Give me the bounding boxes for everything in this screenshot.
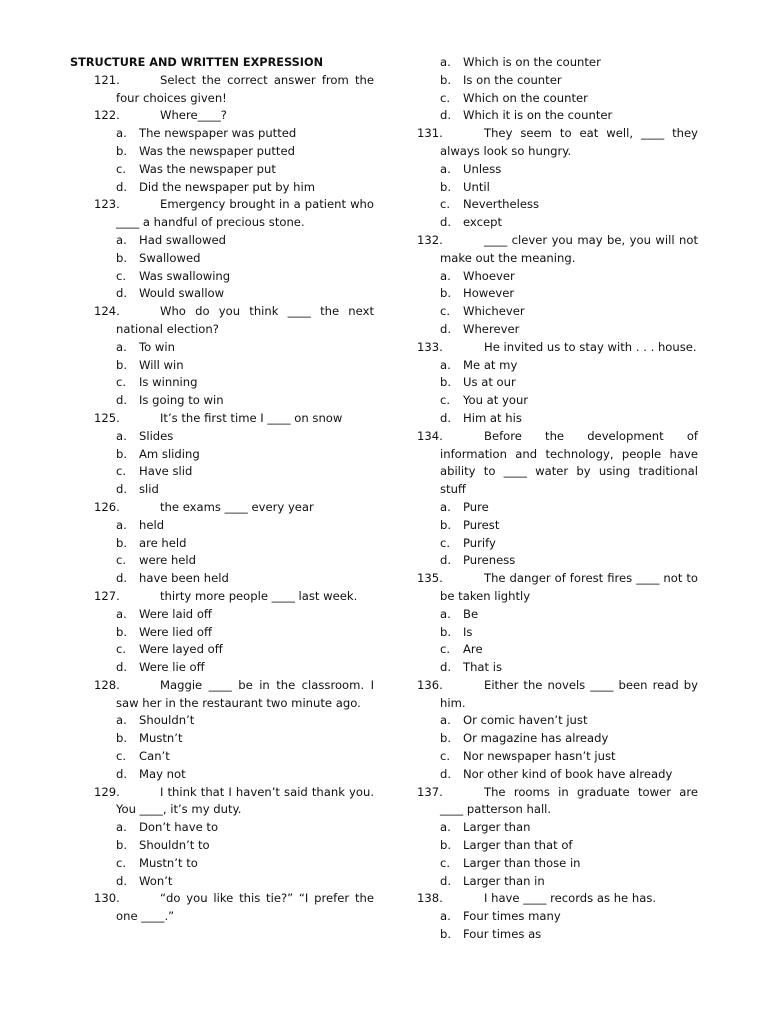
question-text: The danger of forest fires ____ not to be taken lightly xyxy=(440,571,698,603)
question-number: 125. xyxy=(94,410,120,425)
answer-option xyxy=(70,161,374,179)
option-text: Mustn’t to xyxy=(139,855,198,870)
answer-option xyxy=(417,908,698,926)
question-stem xyxy=(70,588,374,606)
answer-option xyxy=(417,72,698,90)
option-text: were held xyxy=(139,553,197,568)
answer-option xyxy=(417,730,698,748)
option-letter: d. xyxy=(116,873,128,888)
question-item xyxy=(70,784,374,891)
option-text: Larger than that of xyxy=(463,838,573,853)
question-stem xyxy=(70,784,374,820)
answer-option xyxy=(417,659,698,677)
option-text: Me at my xyxy=(463,357,518,372)
answer-option xyxy=(417,321,698,339)
answer-option xyxy=(417,179,698,197)
question-number: 121. xyxy=(94,72,120,87)
question-text-block xyxy=(440,784,698,820)
option-text: Were laid off xyxy=(139,606,212,621)
option-letter: c. xyxy=(440,90,451,105)
answer-option xyxy=(70,535,374,553)
question-number: 123. xyxy=(94,197,120,212)
option-letter: b. xyxy=(440,72,452,87)
option-text: Can’t xyxy=(139,749,170,764)
option-text: Am sliding xyxy=(139,446,200,461)
option-text: Purify xyxy=(463,535,496,550)
option-letter: d. xyxy=(440,873,452,888)
option-text: You at your xyxy=(463,393,529,408)
option-letter: b. xyxy=(116,357,128,372)
option-letter: c. xyxy=(116,553,127,568)
option-letter: c. xyxy=(440,535,451,550)
option-letter: a. xyxy=(116,820,127,835)
option-letter: a. xyxy=(116,232,127,247)
answer-option xyxy=(70,766,374,784)
option-letter: a. xyxy=(440,268,451,283)
option-letter: c. xyxy=(116,642,127,657)
answer-option xyxy=(70,125,374,143)
option-text: Had swallowed xyxy=(139,232,227,247)
question-stem xyxy=(417,125,698,161)
answer-option xyxy=(417,303,698,321)
option-letter: d. xyxy=(116,660,128,675)
answer-option xyxy=(417,410,698,428)
answer-option xyxy=(70,232,374,250)
question-text-block xyxy=(116,784,374,820)
question-text: Select the correct answer from the four choices given! xyxy=(116,72,374,105)
answer-option xyxy=(417,268,698,286)
question-text-block xyxy=(440,125,698,161)
option-letter: d. xyxy=(116,286,128,301)
option-letter: b. xyxy=(116,535,128,550)
answer-option xyxy=(417,855,698,873)
answer-option xyxy=(70,855,374,873)
question-stem xyxy=(417,232,698,268)
question-item xyxy=(417,890,698,943)
question-item xyxy=(70,303,374,410)
option-letter: b. xyxy=(116,250,128,265)
answer-option xyxy=(70,374,374,392)
option-letter: a. xyxy=(440,606,451,621)
option-letter: c. xyxy=(440,197,451,212)
question-text-block xyxy=(116,890,374,926)
question-text: “do you like this tie?” “I prefer the one ____.” xyxy=(116,891,374,924)
option-text: Wherever xyxy=(463,321,520,336)
question-item xyxy=(417,428,698,570)
question-text: It’s the first time I ____ on snow xyxy=(160,410,343,425)
answer-option xyxy=(70,517,374,535)
answer-option xyxy=(70,552,374,570)
question-text: Maggie ____ be in the classroom. I saw her in the restaurant two minute ago. xyxy=(116,677,374,710)
option-text: Larger than those in xyxy=(463,855,581,870)
question-stem xyxy=(417,890,698,908)
answer-option xyxy=(70,446,374,464)
option-letter: d. xyxy=(440,410,452,425)
question-number: 137. xyxy=(417,784,443,799)
question-text-block xyxy=(116,303,374,339)
option-text: Whoever xyxy=(463,268,515,283)
option-text: Did the newspaper put by him xyxy=(139,179,316,194)
option-text: Pure xyxy=(463,499,489,514)
answer-option xyxy=(417,517,698,535)
option-letter: b. xyxy=(116,624,128,639)
answer-option xyxy=(417,926,698,944)
question-text: They seem to eat well, ____ they always look so hungry. xyxy=(440,126,698,158)
question-stem xyxy=(70,303,374,339)
option-letter: a. xyxy=(440,909,451,924)
option-text: Or comic haven’t just xyxy=(463,713,588,728)
option-letter: a. xyxy=(440,820,451,835)
right-question-list xyxy=(417,54,698,944)
option-text: Shouldn’t xyxy=(139,713,195,728)
answer-option xyxy=(70,730,374,748)
question-item xyxy=(417,570,698,677)
option-text: Was the newspaper putted xyxy=(139,143,295,158)
option-letter: d. xyxy=(440,321,452,336)
answer-option xyxy=(417,837,698,855)
question-stem xyxy=(417,339,698,357)
option-letter: a. xyxy=(440,55,451,69)
option-text: Larger than xyxy=(463,820,531,835)
question-number: 126. xyxy=(94,499,120,514)
question-text-block xyxy=(116,588,374,606)
question-stem xyxy=(70,890,374,926)
answer-option xyxy=(70,392,374,410)
answer-option xyxy=(417,214,698,232)
option-letter: d. xyxy=(440,660,452,675)
option-letter: b. xyxy=(116,446,128,461)
option-text: Which is on the counter xyxy=(463,55,601,69)
question-stem xyxy=(70,196,374,232)
option-letter: c. xyxy=(440,855,451,870)
answer-option xyxy=(70,624,374,642)
question-stem xyxy=(417,428,698,499)
option-letter: d. xyxy=(440,215,452,230)
question-text: Either the novels ____ been read by him. xyxy=(440,677,698,710)
option-text: That is xyxy=(463,660,503,675)
question-text-block xyxy=(116,72,374,108)
answer-option xyxy=(417,54,698,72)
question-text: Where____? xyxy=(160,108,227,123)
option-letter: d. xyxy=(440,553,452,568)
option-letter: a. xyxy=(440,713,451,728)
answer-option xyxy=(417,766,698,784)
option-text: Slides xyxy=(139,428,174,443)
answer-option xyxy=(417,641,698,659)
option-letter: d. xyxy=(116,766,128,781)
question-text-block xyxy=(116,410,374,428)
answer-option xyxy=(70,641,374,659)
question-number: 131. xyxy=(417,126,443,141)
option-text: Won’t xyxy=(139,873,173,888)
right-column xyxy=(417,54,698,944)
question-text: I think that I haven’t said thank you. You ____, it’s my duty. xyxy=(116,784,374,817)
question-text: I have ____ records as he has. xyxy=(484,891,657,906)
option-letter: b. xyxy=(116,143,128,158)
question-number: 134. xyxy=(417,428,443,443)
answer-option xyxy=(70,659,374,677)
option-letter: d. xyxy=(116,482,128,497)
question-item xyxy=(417,784,698,891)
option-text: Pureness xyxy=(463,553,516,568)
answer-option xyxy=(417,873,698,891)
option-letter: a. xyxy=(116,517,127,532)
answer-option xyxy=(417,374,698,392)
answer-option xyxy=(417,748,698,766)
question-number: 127. xyxy=(94,588,120,603)
answer-option xyxy=(70,339,374,357)
question-number: 128. xyxy=(94,677,120,692)
question-item xyxy=(70,196,374,303)
option-letter: b. xyxy=(440,375,452,390)
answer-option xyxy=(417,392,698,410)
option-text: Would swallow xyxy=(139,286,225,301)
question-number: 124. xyxy=(94,304,120,319)
question-item xyxy=(70,588,374,677)
question-text-block xyxy=(440,890,698,908)
option-text: Unless xyxy=(463,161,502,176)
option-text: Larger than in xyxy=(463,873,545,888)
option-text: Be xyxy=(463,606,479,621)
option-letter: b. xyxy=(116,838,128,853)
question-text-block xyxy=(440,232,698,268)
question-number: 135. xyxy=(417,571,443,586)
question-item xyxy=(417,677,698,784)
question-stem xyxy=(70,499,374,517)
answer-option xyxy=(417,285,698,303)
option-letter: a. xyxy=(116,339,127,354)
option-text: held xyxy=(139,517,165,532)
question-text: Before the development of information and technology, people have ability to ____ water by using traditional stuff xyxy=(440,428,698,497)
answer-option xyxy=(70,819,374,837)
question-number: 138. xyxy=(417,891,443,906)
answer-option xyxy=(70,837,374,855)
question-item xyxy=(70,677,374,784)
answer-option xyxy=(417,552,698,570)
answer-option xyxy=(70,285,374,303)
option-text: Have slid xyxy=(139,464,193,479)
question-text: Emergency brought in a patient who ____ a handful of precious stone. xyxy=(116,197,374,230)
question-stem xyxy=(417,570,698,606)
question-text-block xyxy=(116,196,374,232)
option-text: Swallowed xyxy=(139,250,201,265)
option-text: Four times many xyxy=(463,909,561,924)
answer-option xyxy=(417,819,698,837)
option-text: To win xyxy=(139,339,175,354)
question-text: The rooms in graduate tower are ____ patterson hall. xyxy=(440,784,698,817)
answer-option xyxy=(70,748,374,766)
question-text-block xyxy=(440,677,698,713)
option-text: May not xyxy=(139,766,186,781)
question-item xyxy=(70,72,374,108)
option-text: Were layed off xyxy=(139,642,223,657)
option-letter: d. xyxy=(116,393,128,408)
option-text: Mustn’t xyxy=(139,731,183,746)
option-letter: b. xyxy=(440,179,452,194)
question-item xyxy=(70,107,374,196)
answer-option xyxy=(417,90,698,108)
option-letter: a. xyxy=(116,126,127,141)
option-letter: b. xyxy=(440,517,452,532)
question-item xyxy=(70,499,374,588)
option-text: have been held xyxy=(139,571,229,586)
question-text: the exams ____ every year xyxy=(160,499,314,514)
question-text-block xyxy=(116,107,374,125)
answer-option xyxy=(70,428,374,446)
question-stem xyxy=(70,410,374,428)
question-text: ____ clever you may be, you will not make out the meaning. xyxy=(440,232,698,265)
option-text: Us at our xyxy=(463,375,516,390)
option-text: Purest xyxy=(463,517,500,532)
question-text-block xyxy=(440,339,698,357)
option-text: Were lie off xyxy=(139,660,205,675)
answer-option xyxy=(70,143,374,161)
question-item xyxy=(417,125,698,232)
question-item xyxy=(417,339,698,428)
question-item xyxy=(417,54,698,125)
option-text: Or magazine has already xyxy=(463,731,609,746)
option-letter: b. xyxy=(440,286,452,301)
option-text: Which on the counter xyxy=(463,90,588,105)
question-number: 122. xyxy=(94,108,120,123)
answer-option xyxy=(70,268,374,286)
option-letter: c. xyxy=(116,375,127,390)
section-title: STRUCTURE AND WRITTEN EXPRESSION xyxy=(70,56,324,69)
answer-option xyxy=(417,624,698,642)
option-text: Shouldn’t to xyxy=(139,838,210,853)
answer-option xyxy=(417,606,698,624)
option-text: Will win xyxy=(139,357,184,372)
answer-option xyxy=(70,250,374,268)
question-stem xyxy=(70,72,374,108)
question-stem xyxy=(417,784,698,820)
option-text: Nor newspaper hasn’t just xyxy=(463,749,616,764)
option-letter: b. xyxy=(440,927,452,942)
option-letter: c. xyxy=(440,642,451,657)
option-letter: d. xyxy=(440,108,452,123)
option-letter: c. xyxy=(116,161,127,176)
option-text: The newspaper was putted xyxy=(139,126,297,141)
answer-option xyxy=(417,196,698,214)
option-letter: b. xyxy=(440,838,452,853)
option-text: Which it is on the counter xyxy=(463,108,613,123)
answer-option xyxy=(70,463,374,481)
option-text: However xyxy=(463,286,515,301)
question-text: Who do you think ____ the next national election? xyxy=(116,304,374,336)
question-number: 132. xyxy=(417,232,443,247)
option-letter: b. xyxy=(440,731,452,746)
option-letter: a. xyxy=(116,428,127,443)
answer-option xyxy=(417,499,698,517)
question-stem xyxy=(70,107,374,125)
answer-option xyxy=(70,873,374,891)
option-letter: c. xyxy=(116,855,127,870)
option-text: Him at his xyxy=(463,410,522,425)
question-number: 130. xyxy=(94,891,120,906)
option-text: Is xyxy=(463,624,473,639)
option-text: Don’t have to xyxy=(139,820,219,835)
option-text: slid xyxy=(139,482,159,497)
option-text: Was swallowing xyxy=(139,268,231,283)
option-text: Were lied off xyxy=(139,624,212,639)
question-number: 133. xyxy=(417,339,443,354)
answer-option xyxy=(70,570,374,588)
option-text: except xyxy=(463,215,502,230)
option-text: Are xyxy=(463,642,483,657)
option-letter: c. xyxy=(440,749,451,764)
answer-option xyxy=(417,357,698,375)
option-text: Nor other kind of book have already xyxy=(463,766,673,781)
question-text-block xyxy=(440,570,698,606)
answer-option xyxy=(70,712,374,730)
question-item xyxy=(70,890,374,926)
answer-option xyxy=(417,107,698,125)
answer-option xyxy=(417,712,698,730)
question-number: 136. xyxy=(417,677,443,692)
option-letter: c. xyxy=(116,464,127,479)
question-item xyxy=(70,410,374,499)
option-letter: c. xyxy=(440,304,451,319)
left-question-list xyxy=(70,72,374,926)
option-letter: d. xyxy=(116,179,128,194)
option-text: Until xyxy=(463,179,490,194)
option-letter: c. xyxy=(116,268,127,283)
option-text: Is winning xyxy=(139,375,198,390)
option-text: Four times as xyxy=(463,927,542,942)
question-text-block xyxy=(116,499,374,517)
option-letter: b. xyxy=(116,731,128,746)
option-text: Whichever xyxy=(463,304,525,319)
option-text: Nevertheless xyxy=(463,197,540,212)
option-text: Was the newspaper put xyxy=(139,161,276,176)
option-letter: d. xyxy=(440,766,452,781)
answer-option xyxy=(417,161,698,179)
question-text-block xyxy=(116,677,374,713)
option-text: Is on the counter xyxy=(463,72,562,87)
answer-option xyxy=(70,606,374,624)
question-text: He invited us to stay with . . . house. xyxy=(484,339,697,354)
option-text: Is going to win xyxy=(139,393,224,408)
left-column xyxy=(70,54,374,926)
option-letter: d. xyxy=(116,571,128,586)
option-letter: a. xyxy=(440,499,451,514)
option-letter: c. xyxy=(116,749,127,764)
question-stem xyxy=(417,677,698,713)
option-text: are held xyxy=(139,535,187,550)
answer-option xyxy=(70,179,374,197)
option-letter: c. xyxy=(440,393,451,408)
option-letter: a. xyxy=(440,161,451,176)
question-number: 129. xyxy=(94,784,120,799)
option-letter: a. xyxy=(116,713,127,728)
answer-option xyxy=(70,357,374,375)
question-text-block xyxy=(440,428,698,499)
answer-option xyxy=(417,535,698,553)
question-text: thirty more people ____ last week. xyxy=(160,588,358,603)
option-letter: b. xyxy=(440,624,452,639)
question-item xyxy=(417,232,698,339)
option-letter: a. xyxy=(116,606,127,621)
answer-option xyxy=(70,481,374,499)
option-letter: a. xyxy=(440,357,451,372)
question-stem xyxy=(70,677,374,713)
